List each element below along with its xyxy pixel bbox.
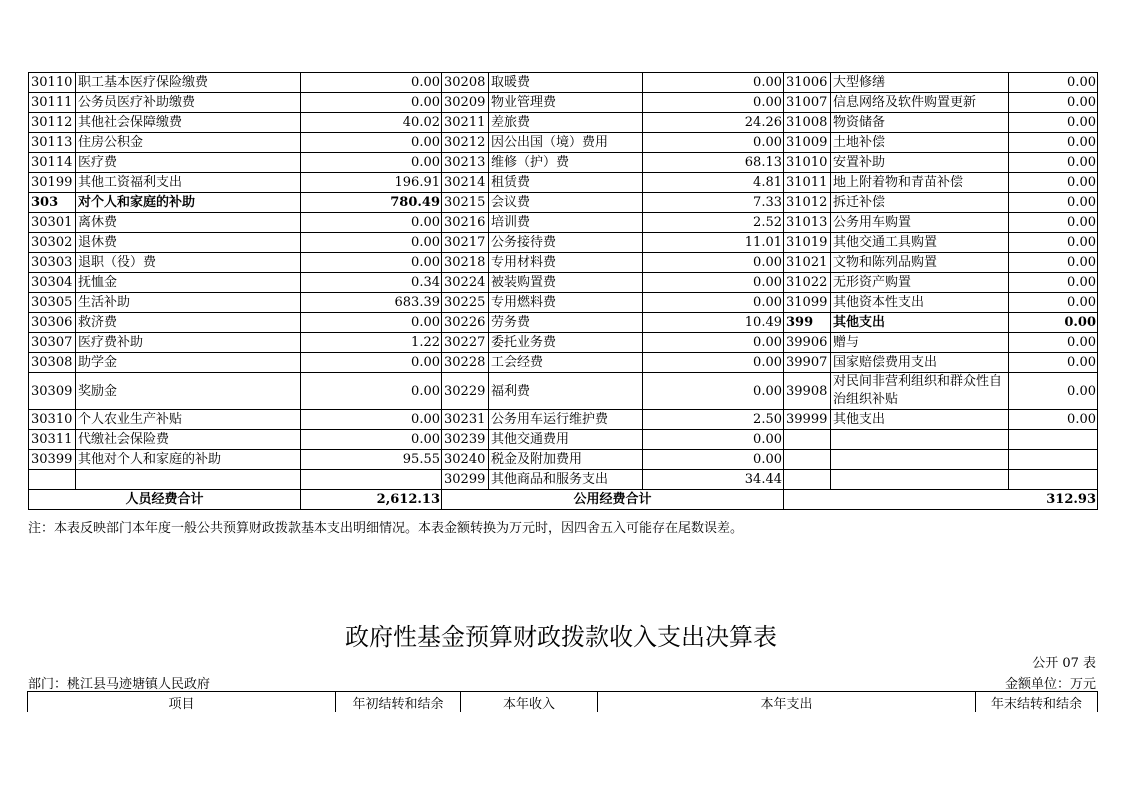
group1-amount-cell: 0.00: [301, 430, 442, 450]
header-opening-balance: 年初结转和结余: [336, 692, 461, 713]
group3-amount-cell: [1009, 430, 1098, 450]
group2-code-cell: 30231: [442, 410, 489, 430]
group3-code-cell: 39999: [784, 410, 831, 430]
group2-name-cell: 因公出国（境）费用: [489, 133, 643, 153]
group2-code-cell: 30218: [442, 253, 489, 273]
group2-code-cell: 30209: [442, 93, 489, 113]
group2-code-cell: 30239: [442, 430, 489, 450]
table-row: [29, 113, 1098, 133]
table-row: [29, 353, 1098, 373]
group3-name-cell: 国家赔偿费用支出: [831, 353, 1009, 373]
group3-amount-cell: 0.00: [1009, 313, 1098, 333]
group2-name-cell: 公务接待费: [489, 233, 643, 253]
group2-code-cell: 30227: [442, 333, 489, 353]
group1-name-cell: 医疗费: [76, 153, 301, 173]
group2-name-cell: 公务用车运行维护费: [489, 410, 643, 430]
group2-amount-cell: 0.00: [643, 450, 784, 470]
form-code: 公开 07 表: [1032, 656, 1096, 671]
group1-amount-cell: 0.00: [301, 313, 442, 333]
group3-amount-cell: [1009, 450, 1098, 470]
group3-name-cell: 其他支出: [831, 410, 1009, 430]
group1-name-cell: [76, 470, 301, 490]
group1-code-cell: 30304: [29, 273, 76, 293]
group1-amount-cell: 0.00: [301, 253, 442, 273]
group3-name-cell: 物资储备: [831, 113, 1009, 133]
table-row: [29, 93, 1098, 113]
group3-code-cell: 31011: [784, 173, 831, 193]
table-row: [29, 333, 1098, 353]
group2-amount-cell: 0.00: [643, 273, 784, 293]
group1-amount-cell: 1.22: [301, 333, 442, 353]
group1-code-cell: 30305: [29, 293, 76, 313]
group2-name-cell: 其他交通费用: [489, 430, 643, 450]
group2-amount-cell: 24.26: [643, 113, 784, 133]
header-item: 项目: [28, 692, 336, 713]
group3-amount-cell: 0.00: [1009, 353, 1098, 373]
group3-name-cell: 其他交通工具购置: [831, 233, 1009, 253]
group3-code-cell: 399: [784, 313, 831, 333]
group1-name-cell: 奖励金: [76, 373, 301, 410]
personnel-total-label: 人员经费合计: [29, 490, 301, 510]
table-row: [29, 430, 1098, 450]
group3-name-cell: 公务用车购置: [831, 213, 1009, 233]
table-row: [29, 450, 1098, 470]
group2-amount-cell: 34.44: [643, 470, 784, 490]
group2-code-cell: 30214: [442, 173, 489, 193]
group1-code-cell: 30113: [29, 133, 76, 153]
group1-amount-cell: 40.02: [301, 113, 442, 133]
table-row: [29, 313, 1098, 333]
group1-code-cell: 30112: [29, 113, 76, 133]
group2-code-cell: 30299: [442, 470, 489, 490]
group1-name-cell: 助学金: [76, 353, 301, 373]
group3-code-cell: [784, 430, 831, 450]
public-total-label: 公用经费合计: [442, 490, 784, 510]
group2-amount-cell: 0.00: [643, 93, 784, 113]
group3-code-cell: 31022: [784, 273, 831, 293]
group1-amount-cell: 780.49: [301, 193, 442, 213]
group1-name-cell: 其他社会保障缴费: [76, 113, 301, 133]
group3-name-cell: 地上附着物和青苗补偿: [831, 173, 1009, 193]
group2-amount-cell: 2.50: [643, 410, 784, 430]
group1-name-cell: 住房公积金: [76, 133, 301, 153]
group2-code-cell: 30229: [442, 373, 489, 410]
group2-amount-cell: 0.00: [643, 333, 784, 353]
group3-amount-cell: 0.00: [1009, 253, 1098, 273]
group1-name-cell: 生活补助: [76, 293, 301, 313]
fund-budget-table-header: [27, 691, 1098, 712]
group2-code-cell: 30225: [442, 293, 489, 313]
table-row: [29, 133, 1098, 153]
group3-name-cell: [831, 470, 1009, 490]
group1-name-cell: 退休费: [76, 233, 301, 253]
group3-amount-cell: 0.00: [1009, 410, 1098, 430]
group1-amount-cell: 0.00: [301, 373, 442, 410]
table-row: [29, 253, 1098, 273]
group1-amount-cell: 0.34: [301, 273, 442, 293]
group3-name-cell: 拆迁补偿: [831, 193, 1009, 213]
group2-code-cell: 30212: [442, 133, 489, 153]
group3-name-cell: 信息网络及软件购置更新: [831, 93, 1009, 113]
group3-code-cell: 39908: [784, 373, 831, 410]
group1-amount-cell: 0.00: [301, 73, 442, 93]
group1-amount-cell: [301, 470, 442, 490]
group1-name-cell: 个人农业生产补贴: [76, 410, 301, 430]
group2-code-cell: 30228: [442, 353, 489, 373]
group2-amount-cell: 0.00: [643, 373, 784, 410]
group3-code-cell: 31099: [784, 293, 831, 313]
group1-amount-cell: 0.00: [301, 213, 442, 233]
group3-code-cell: 31007: [784, 93, 831, 113]
table-row: [29, 410, 1098, 430]
header-expenditure: 本年支出: [598, 692, 976, 713]
group1-name-cell: 代缴社会保险费: [76, 430, 301, 450]
group2-amount-cell: 0.00: [643, 253, 784, 273]
group3-amount-cell: 0.00: [1009, 93, 1098, 113]
group2-amount-cell: 10.49: [643, 313, 784, 333]
group1-amount-cell: 0.00: [301, 410, 442, 430]
group3-name-cell: [831, 430, 1009, 450]
group3-name-cell: [831, 450, 1009, 470]
group1-name-cell: 退职（役）费: [76, 253, 301, 273]
group1-name-cell: 医疗费补助: [76, 333, 301, 353]
group1-name-cell: 抚恤金: [76, 273, 301, 293]
group3-code-cell: 31009: [784, 133, 831, 153]
group2-name-cell: 专用燃料费: [489, 293, 643, 313]
group2-name-cell: 会议费: [489, 193, 643, 213]
group3-code-cell: 31006: [784, 73, 831, 93]
group2-name-cell: 福利费: [489, 373, 643, 410]
group1-code-cell: 30306: [29, 313, 76, 333]
group3-amount-cell: 0.00: [1009, 113, 1098, 133]
group2-amount-cell: 7.33: [643, 193, 784, 213]
group2-code-cell: 30211: [442, 113, 489, 133]
personnel-total-value: 2,612.13: [301, 490, 442, 510]
group2-amount-cell: 11.01: [643, 233, 784, 253]
group2-name-cell: 培训费: [489, 213, 643, 233]
table-row: [29, 213, 1098, 233]
group2-amount-cell: 0.00: [643, 353, 784, 373]
table-row: [29, 233, 1098, 253]
group2-name-cell: 工会经费: [489, 353, 643, 373]
group1-code-cell: [29, 470, 76, 490]
group3-amount-cell: [1009, 470, 1098, 490]
group3-name-cell: 安置补助: [831, 153, 1009, 173]
group3-amount-cell: 0.00: [1009, 333, 1098, 353]
group1-name-cell: 其他工资福利支出: [76, 173, 301, 193]
group3-name-cell: 土地补偿: [831, 133, 1009, 153]
group1-code-cell: 30114: [29, 153, 76, 173]
group2-amount-cell: 2.52: [643, 213, 784, 233]
group1-amount-cell: 683.39: [301, 293, 442, 313]
group2-code-cell: 30217: [442, 233, 489, 253]
group1-code-cell: 30399: [29, 450, 76, 470]
group2-name-cell: 差旅费: [489, 113, 643, 133]
group3-amount-cell: 0.00: [1009, 273, 1098, 293]
group1-code-cell: 30310: [29, 410, 76, 430]
public-total-value: 312.93: [784, 490, 1098, 510]
group1-code-cell: 30301: [29, 213, 76, 233]
group1-name-cell: 其他对个人和家庭的补助: [76, 450, 301, 470]
group2-amount-cell: 68.13: [643, 153, 784, 173]
group1-code-cell: 303: [29, 193, 76, 213]
table-row: [29, 273, 1098, 293]
page-title: 政府性基金预算财政拨款收入支出决算表: [345, 623, 777, 651]
group3-name-cell: 其他资本性支出: [831, 293, 1009, 313]
group3-amount-cell: 0.00: [1009, 233, 1098, 253]
group3-amount-cell: 0.00: [1009, 133, 1098, 153]
group1-amount-cell: 0.00: [301, 233, 442, 253]
group2-name-cell: 取暖费: [489, 73, 643, 93]
group3-code-cell: 39907: [784, 353, 831, 373]
group3-amount-cell: 0.00: [1009, 293, 1098, 313]
expenditure-detail-table: [28, 72, 1098, 510]
group1-code-cell: 30307: [29, 333, 76, 353]
header-income: 本年收入: [461, 692, 598, 713]
group3-name-cell: 对民间非营利组织和群众性自治组织补贴: [831, 373, 1009, 410]
table-row: [29, 73, 1098, 93]
group1-amount-cell: 0.00: [301, 153, 442, 173]
group1-code-cell: 30303: [29, 253, 76, 273]
group2-name-cell: 物业管理费: [489, 93, 643, 113]
group3-name-cell: 文物和陈列品购置: [831, 253, 1009, 273]
group2-code-cell: 30226: [442, 313, 489, 333]
group2-amount-cell: 0.00: [643, 133, 784, 153]
group3-amount-cell: 0.00: [1009, 373, 1098, 410]
table-row: [29, 470, 1098, 490]
group3-amount-cell: 0.00: [1009, 213, 1098, 233]
group1-code-cell: 30199: [29, 173, 76, 193]
group2-amount-cell: 0.00: [643, 430, 784, 450]
group2-name-cell: 租赁费: [489, 173, 643, 193]
group1-name-cell: 救济费: [76, 313, 301, 333]
group3-code-cell: [784, 470, 831, 490]
group1-name-cell: 对个人和家庭的补助: [76, 193, 301, 213]
group2-name-cell: 其他商品和服务支出: [489, 470, 643, 490]
group3-amount-cell: 0.00: [1009, 153, 1098, 173]
group1-code-cell: 30110: [29, 73, 76, 93]
group1-name-cell: 离休费: [76, 213, 301, 233]
group3-code-cell: 31010: [784, 153, 831, 173]
group1-amount-cell: 0.00: [301, 353, 442, 373]
table-row: [29, 293, 1098, 313]
group2-code-cell: 30215: [442, 193, 489, 213]
group2-code-cell: 30216: [442, 213, 489, 233]
group1-name-cell: 公务员医疗补助缴费: [76, 93, 301, 113]
group3-amount-cell: 0.00: [1009, 173, 1098, 193]
group1-amount-cell: 95.55: [301, 450, 442, 470]
department-label: 部门：桃江县马迹塘镇人民政府: [28, 677, 211, 692]
table-row: [29, 153, 1098, 173]
group3-name-cell: 赠与: [831, 333, 1009, 353]
group1-code-cell: 30111: [29, 93, 76, 113]
table-row: [29, 373, 1098, 410]
group2-code-cell: 30213: [442, 153, 489, 173]
group2-name-cell: 劳务费: [489, 313, 643, 333]
group1-amount-cell: 196.91: [301, 173, 442, 193]
group2-name-cell: 被装购置费: [489, 273, 643, 293]
table-row: [29, 173, 1098, 193]
group2-name-cell: 专用材料费: [489, 253, 643, 273]
unit-label: 金额单位：万元: [1004, 677, 1096, 692]
table-row: [29, 193, 1098, 213]
group1-code-cell: 30309: [29, 373, 76, 410]
group3-code-cell: 31021: [784, 253, 831, 273]
group3-code-cell: 31019: [784, 233, 831, 253]
group2-amount-cell: 4.81: [643, 173, 784, 193]
group3-code-cell: 31013: [784, 213, 831, 233]
table-note: 注：本表反映部门本年度一般公共预算财政拨款基本支出明细情况。本表金额转换为万元时，因四舍五入可能存在尾数误差。: [28, 521, 744, 536]
group2-name-cell: 委托业务费: [489, 333, 643, 353]
group3-code-cell: 31008: [784, 113, 831, 133]
group2-code-cell: 30224: [442, 273, 489, 293]
totals-row: [29, 490, 1098, 510]
group1-code-cell: 30311: [29, 430, 76, 450]
group3-amount-cell: 0.00: [1009, 73, 1098, 93]
group2-code-cell: 30240: [442, 450, 489, 470]
group3-code-cell: [784, 450, 831, 470]
group1-amount-cell: 0.00: [301, 93, 442, 113]
group1-amount-cell: 0.00: [301, 133, 442, 153]
group1-name-cell: 职工基本医疗保险缴费: [76, 73, 301, 93]
group2-amount-cell: 0.00: [643, 73, 784, 93]
group1-code-cell: 30308: [29, 353, 76, 373]
group3-code-cell: 31012: [784, 193, 831, 213]
group3-name-cell: 其他支出: [831, 313, 1009, 333]
group2-name-cell: 税金及附加费用: [489, 450, 643, 470]
group3-code-cell: 39906: [784, 333, 831, 353]
header-closing-balance: 年末结转和结余: [976, 692, 1098, 713]
group2-amount-cell: 0.00: [643, 293, 784, 313]
group1-code-cell: 30302: [29, 233, 76, 253]
group3-amount-cell: 0.00: [1009, 193, 1098, 213]
group3-name-cell: 大型修缮: [831, 73, 1009, 93]
group3-name-cell: 无形资产购置: [831, 273, 1009, 293]
group2-name-cell: 维修（护）费: [489, 153, 643, 173]
group2-code-cell: 30208: [442, 73, 489, 93]
